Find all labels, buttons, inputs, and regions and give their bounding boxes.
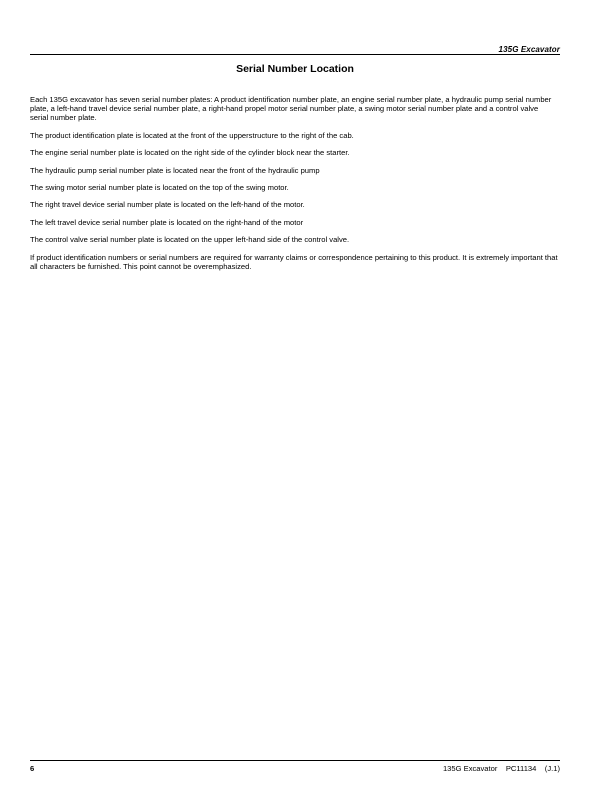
running-header: 135G Excavator — [498, 45, 560, 54]
paragraph-left-travel-plate: The left travel device serial number plate is located on the right-hand of the motor — [30, 217, 304, 227]
paragraph-hydraulic-pump-plate: The hydraulic pump serial number plate is located near the front of the hydraulic pump — [30, 165, 320, 175]
page-title: Serial Number Location — [236, 63, 354, 75]
paragraph-control-valve-plate: The control valve serial number plate is located on the upper left-hand side of the control valve. — [30, 235, 350, 245]
paragraph-swing-motor-plate: The swing motor serial number plate is located on the top of the swing motor. — [30, 182, 289, 192]
paragraph-intro: Each 135G excavator has seven serial number plates: A product identification number plate, an engine serial number plate, a hydraulic pump serial number plate, a left-hand travel device serial number plate, a right-hand propel motor serial number plate, a swing motor serial number plate and a control valve serial number plate. — [30, 95, 552, 123]
footer-doc-info: 135G Excavator PC11134 (J.1) — [442, 764, 560, 773]
page-number: 6 — [30, 764, 35, 773]
header-divider — [30, 54, 560, 55]
paragraph-product-id-plate: The product identification plate is located at the front of the upperstructure to the right of the cab. — [30, 130, 354, 140]
paragraph-warranty-note: If product identification numbers or serial numbers are required for warranty claims or correspondence pertaining to this product. It is extremely important that all characters be furnished. This point cannot be overemphasized. — [30, 252, 558, 271]
paragraph-right-travel-plate: The right travel device serial number plate is located on the left-hand of the motor. — [30, 200, 305, 210]
body-text — [30, 95, 558, 279]
footer-divider — [30, 760, 560, 761]
paragraph-engine-plate: The engine serial number plate is located on the right side of the cylinder block near the starter. — [30, 148, 350, 158]
